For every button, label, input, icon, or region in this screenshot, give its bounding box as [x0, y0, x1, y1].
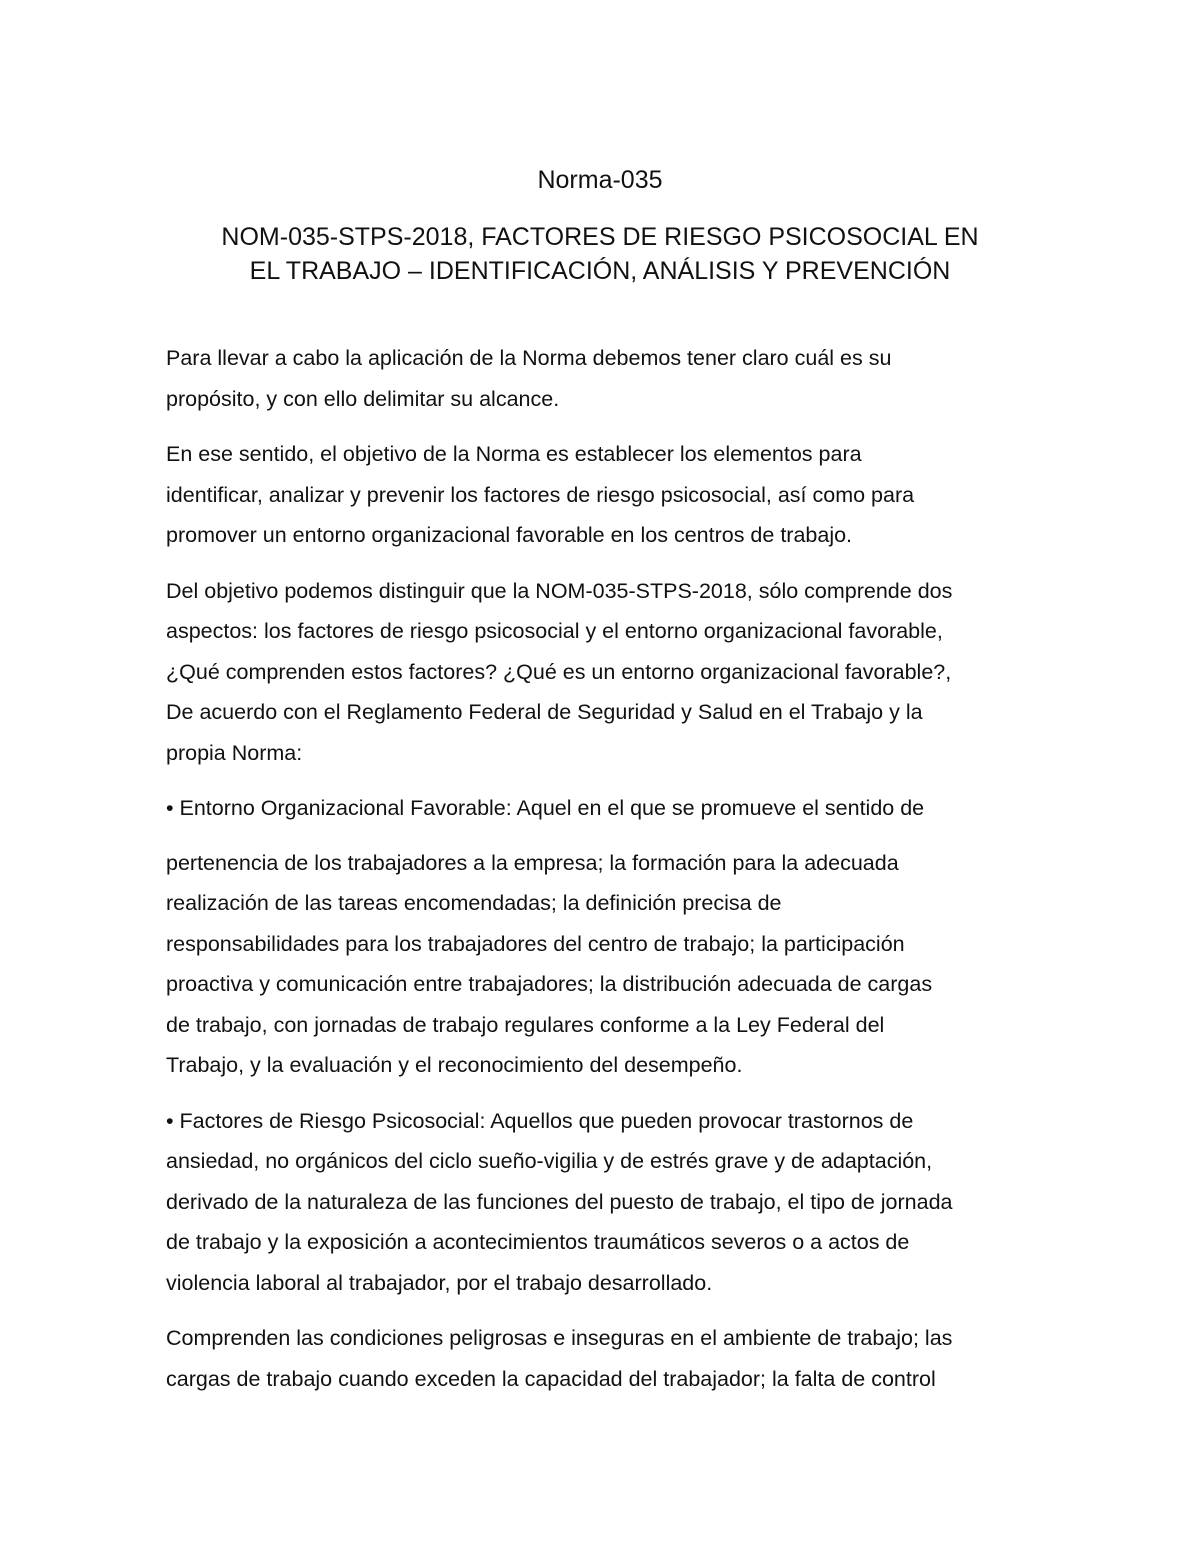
paragraph-condiciones	[166, 1318, 1046, 1399]
text-line: Para llevar a cabo la aplicación de la Norma debemos tener claro cuál es su	[166, 346, 892, 370]
text-line: • Factores de Riesgo Psicosocial: Aquellos que pueden provocar trastornos de	[166, 1108, 914, 1133]
bullet-entorno-favorable	[166, 788, 1046, 829]
heading-line: NOM-035-STPS-2018, FACTORES DE RIESGO PSICOSOCIAL EN	[221, 223, 979, 251]
text-line: promover un entorno organizacional favorable en los centros de trabajo.	[166, 523, 853, 547]
text-line: cargas de trabajo cuando exceden la capacidad del trabajador; la falta de control	[166, 1366, 936, 1391]
text-line: propia Norma:	[166, 740, 303, 765]
document-title: Norma-035	[537, 166, 663, 194]
text-line: De acuerdo con el Reglamento Federal de Seguridad y Salud en el Trabajo y la	[166, 700, 923, 724]
text-line: ¿Qué comprenden estos factores? ¿Qué es un entorno organizacional favorable?,	[166, 659, 952, 684]
text-line: En ese sentido, el objetivo de la Norma es establecer los elementos para	[166, 442, 862, 466]
document-body	[166, 338, 1046, 1414]
text-line: pertenencia de los trabajadores a la empresa; la formación para la adecuada	[166, 850, 899, 875]
paragraph-aspects	[166, 571, 1046, 774]
text-line: propósito, y con ello delimitar su alcance.	[166, 386, 560, 411]
document-heading	[150, 220, 1050, 288]
text-line: responsabilidades para los trabajadores del centro de trabajo; la participación	[166, 931, 905, 956]
text-line: derivado de la naturaleza de las funciones del puesto de trabajo, el tipo de jornada	[166, 1189, 953, 1214]
text-line: de trabajo, con jornadas de trabajo regulares conforme a la Ley Federal del	[166, 1012, 885, 1037]
text-line: identificar, analizar y prevenir los factores de riesgo psicosocial, así como para	[166, 482, 915, 507]
text-line: realización de las tareas encomendadas; la definición precisa de	[166, 891, 782, 915]
text-line: Comprenden las condiciones peligrosas e inseguras en el ambiente de trabajo; las	[166, 1326, 953, 1350]
paragraph-purpose	[166, 338, 1046, 419]
text-line: de trabajo y la exposición a acontecimientos traumáticos severos o a actos de	[166, 1230, 910, 1254]
bullet-factores-riesgo	[166, 1101, 1046, 1304]
paragraph-objective	[166, 434, 1046, 556]
text-line: Trabajo, y la evaluación y el reconocimiento del desempeño.	[166, 1053, 743, 1077]
heading-line: EL TRABAJO – IDENTIFICACIÓN, ANÁLISIS Y PREVENCIÓN	[249, 257, 951, 285]
paragraph-entorno-definition	[166, 843, 1046, 1086]
text-line: ansiedad, no orgánicos del ciclo sueño-vigilia y de estrés grave y de adaptación,	[166, 1149, 933, 1173]
text-line: violencia laboral al trabajador, por el trabajo desarrollado.	[166, 1270, 713, 1295]
text-line: aspectos: los factores de riesgo psicosocial y el entorno organizacional favorable,	[166, 619, 943, 643]
text-line: • Entorno Organizacional Favorable: Aquel en el que se promueve el sentido de	[166, 796, 925, 820]
text-line: Del objetivo podemos distinguir que la NOM-035-STPS-2018, sólo comprende dos	[166, 578, 953, 603]
text-line: proactiva y comunicación entre trabajadores; la distribución adecuada de cargas	[166, 972, 933, 996]
